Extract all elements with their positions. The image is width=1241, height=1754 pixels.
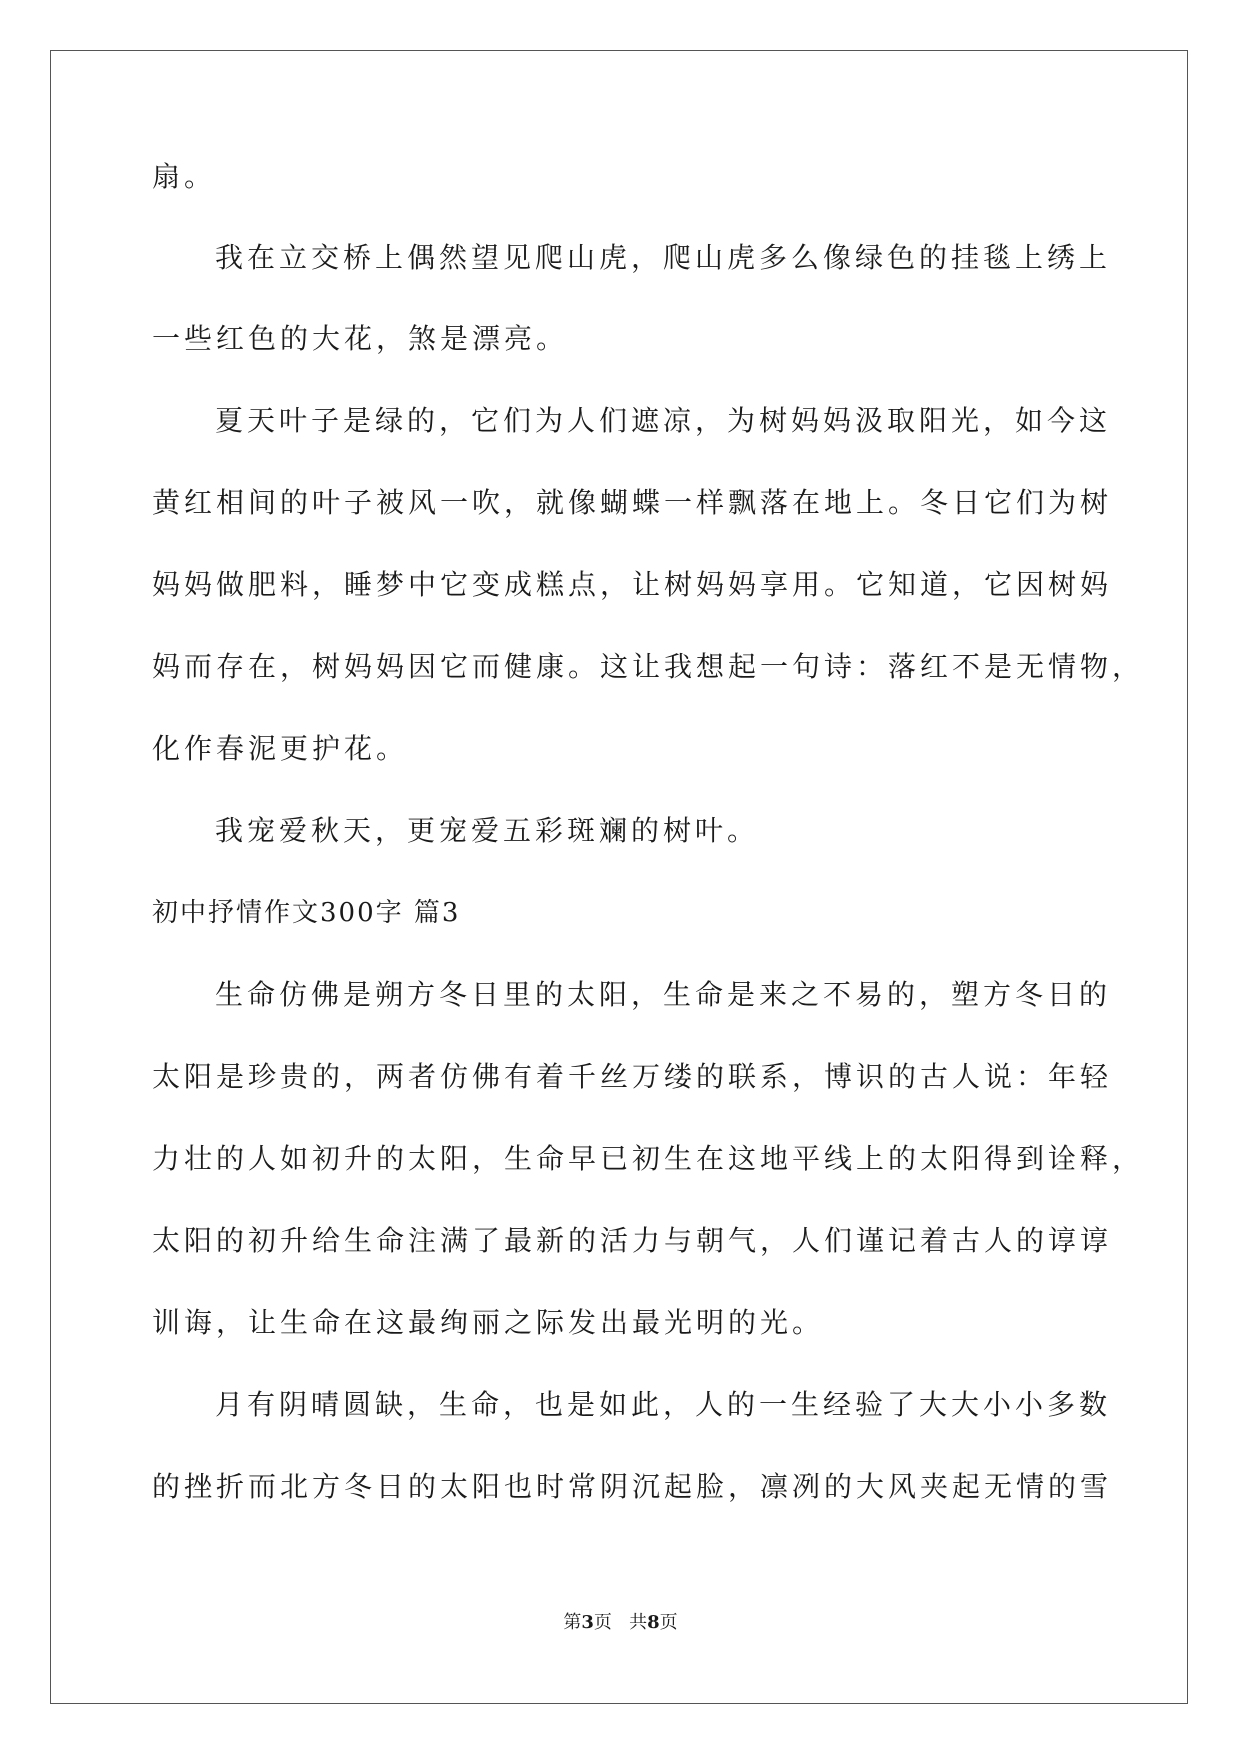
- text-line: 黄红相间的叶子被风一吹，就像蝴蝶一样飘落在地上。冬日它们为树: [152, 486, 1113, 519]
- page-prefix: 第: [563, 1612, 582, 1633]
- page-frame: [50, 50, 1188, 1704]
- text-line: 妈而存在，树妈妈因它而健康。这让我想起一句诗：落红不是无情物，: [152, 650, 1145, 683]
- section-heading: 初中抒情作文300字 篇3: [152, 898, 461, 928]
- page-suffix: 页: [659, 1612, 678, 1633]
- paragraph-first-line: 我宠爱秋天，更宠爱五彩斑斓的树叶。: [215, 814, 760, 847]
- text-line: 力壮的人如初升的太阳，生命早已初生在这地平线上的太阳得到诠释，: [152, 1142, 1145, 1175]
- page-mid: 页 共: [593, 1612, 648, 1633]
- text-line: 训诲，让生命在这最绚丽之际发出最光明的光。: [152, 1306, 825, 1339]
- paragraph-first-line: 月有阴晴圆缺，生命，也是如此，人的一生经验了大大小小多数: [215, 1388, 1112, 1421]
- page-total: 8: [647, 1612, 660, 1633]
- paragraph-first-line: 生命仿佛是朔方冬日里的太阳，生命是来之不易的，塑方冬日的: [215, 978, 1112, 1011]
- text-line: 化作春泥更护花。: [152, 732, 409, 765]
- page-footer: [0, 1612, 1241, 1634]
- text-line: 一些红色的大花，煞是漂亮。: [152, 322, 569, 355]
- text-line: 妈妈做肥料，睡梦中它变成糕点，让树妈妈享用。它知道，它因树妈: [152, 568, 1113, 601]
- text-line: 的挫折而北方冬日的太阳也时常阴沉起脸，凛冽的大风夹起无情的雪: [152, 1470, 1113, 1503]
- text-line: 太阳是珍贵的，两者仿佛有着千丝万缕的联系，博识的古人说：年轻: [152, 1060, 1113, 1093]
- paragraph-first-line: 我在立交桥上偶然望见爬山虎，爬山虎多么像绿色的挂毯上绣上: [215, 241, 1112, 274]
- text-line: 扇。: [152, 160, 217, 193]
- page-current: 3: [581, 1612, 594, 1633]
- paragraph-first-line: 夏天叶子是绿的，它们为人们遮凉，为树妈妈汲取阳光，如今这: [215, 404, 1112, 437]
- text-line: 太阳的初升给生命注满了最新的活力与朝气，人们谨记着古人的谆谆: [152, 1224, 1113, 1257]
